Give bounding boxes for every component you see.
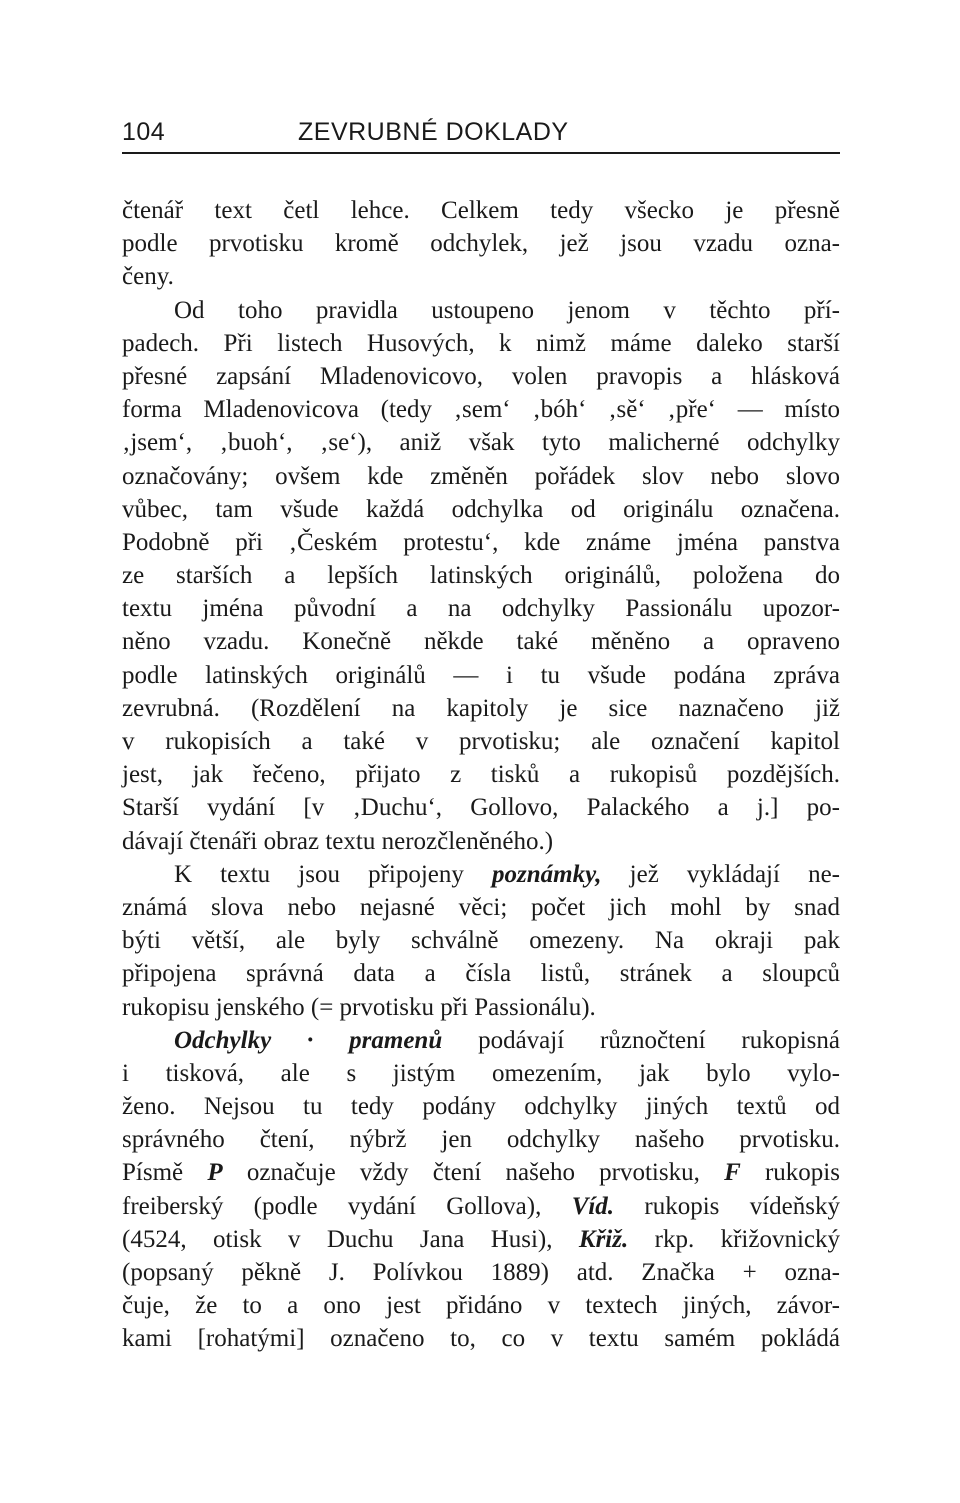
text-line: Odchylky · pramenů podávají různočtení rukopisná (174, 1026, 840, 1054)
emphasis-odchylky-pramenu: Odchylky · pramenů (174, 1026, 443, 1054)
body-text (122, 194, 840, 1356)
siglum-kriz: Křiž. (578, 1225, 629, 1253)
text-line: správného čtení, nýbrž jen odchylky našeho prvotisku. (122, 1126, 840, 1154)
text-line: podle latinských originálů — i tu všude podána zpráva (122, 661, 840, 689)
text-line: K textu jsou připojeny poznámky, jež vykládají ne- (174, 860, 840, 888)
text-line: kami [rohatými] označeno to, co v textu samém pokládá (122, 1325, 840, 1353)
text-line: přesné zapsání Mladenovicovo, volen pravopis a hlásková (122, 362, 840, 390)
text-line: čuje, že to a ono jest přidáno v textech jiných, závor- (122, 1292, 840, 1320)
running-head (122, 112, 840, 154)
text-line: i tisková, ale s jistým omezením, jak bylo vylo- (122, 1059, 840, 1087)
text-line: zevrubná. (Rozdělení na kapitoly je sice naznačeno již (122, 694, 840, 722)
text-line: známá slova nebo nejasné věci; počet jich mohl by snad (122, 893, 840, 921)
text-line: v rukopisích a také v prvotisku; ale označení kapitol (122, 728, 840, 755)
text-line: Písmě P označuje vždy čtení našeho prvotisku, F rukopis (122, 1159, 840, 1187)
running-title: ZEVRUBNÉ DOKLADY (298, 118, 569, 146)
text-line: čeny. (122, 263, 174, 291)
text-line: ze starších a lepších latinských originálů, položena do (122, 562, 840, 590)
text-line: Od toho pravidla ustoupeno jenom v těchto pří- (174, 296, 840, 324)
text-line: (4524, otisk v Duchu Jana Husi), Křiž. rkp. křižovnický (122, 1225, 841, 1253)
book-page (122, 112, 840, 1356)
text-line: Podobně při ‚Českém protestu‘, kde známe jména panstva (122, 528, 840, 556)
paragraph-2 (122, 858, 840, 1024)
text-line: býti větší, ale byly schválně omezeny. Na okraji pak (122, 927, 840, 955)
text-line: dávají čtenáři obraz textu nerozčleněného.) (122, 827, 554, 855)
text-line: připojena správná data a čísla listů, stránek a sloupců (122, 960, 840, 988)
siglum-f: F (724, 1159, 741, 1187)
text-line: jest, jak řečeno, přijato z tisků a rukopisů pozdějších. (122, 761, 840, 789)
text-line: (popsaný pěkně J. Polívkou 1889) atd. Značka + ozna- (122, 1259, 840, 1286)
siglum-p: P (207, 1159, 223, 1187)
text-line: ‚jsem‘, ‚buoh‘, ‚se‘), aniž však tyto malicherné odchylky (122, 429, 840, 457)
text-line: vůbec, tam všude každá odchylka od originálu označena. (122, 495, 840, 523)
text-line: textu jména původní a na odchylky Passionálu upozor- (122, 595, 840, 623)
text-line: podle prvotisku kromě odchylek, jež jsou vzadu ozna- (122, 230, 840, 258)
emphasis-poznamky: poznámky, (492, 860, 602, 888)
text-line: forma Mladenovicova (tedy ‚sem‘ ‚bóh‘ ‚sě‘ ‚pře‘ — místo (122, 396, 840, 424)
text-line: ženo. Nejsou tu tedy podány odchylky jiných textů od (122, 1093, 840, 1121)
paragraph-3 (122, 1024, 840, 1356)
text-line: označovány; ovšem kde změněn pořádek slov nebo slovo (122, 462, 840, 490)
siglum-vid: Víd. (571, 1192, 615, 1220)
text-line: Starší vydání [v ‚Duchu‘, Gollovo, Palackého a j.] po- (122, 794, 840, 822)
text-line: čtenář text četl lehce. Celkem tedy všecko je přesně (122, 197, 840, 224)
text-line: padech. Při listech Husových, k nimž máme daleko starší (122, 329, 840, 357)
paragraph-1 (122, 194, 840, 858)
page-number: 104 (122, 118, 166, 146)
text-line: něno vzadu. Konečně někde také měněno a opraveno (122, 628, 840, 656)
text-line: rukopisu jenského (= prvotisku při Passionálu). (122, 993, 596, 1021)
text-line: freiberský (podle vydání Gollova), Víd. rukopis vídeňský (122, 1192, 840, 1220)
